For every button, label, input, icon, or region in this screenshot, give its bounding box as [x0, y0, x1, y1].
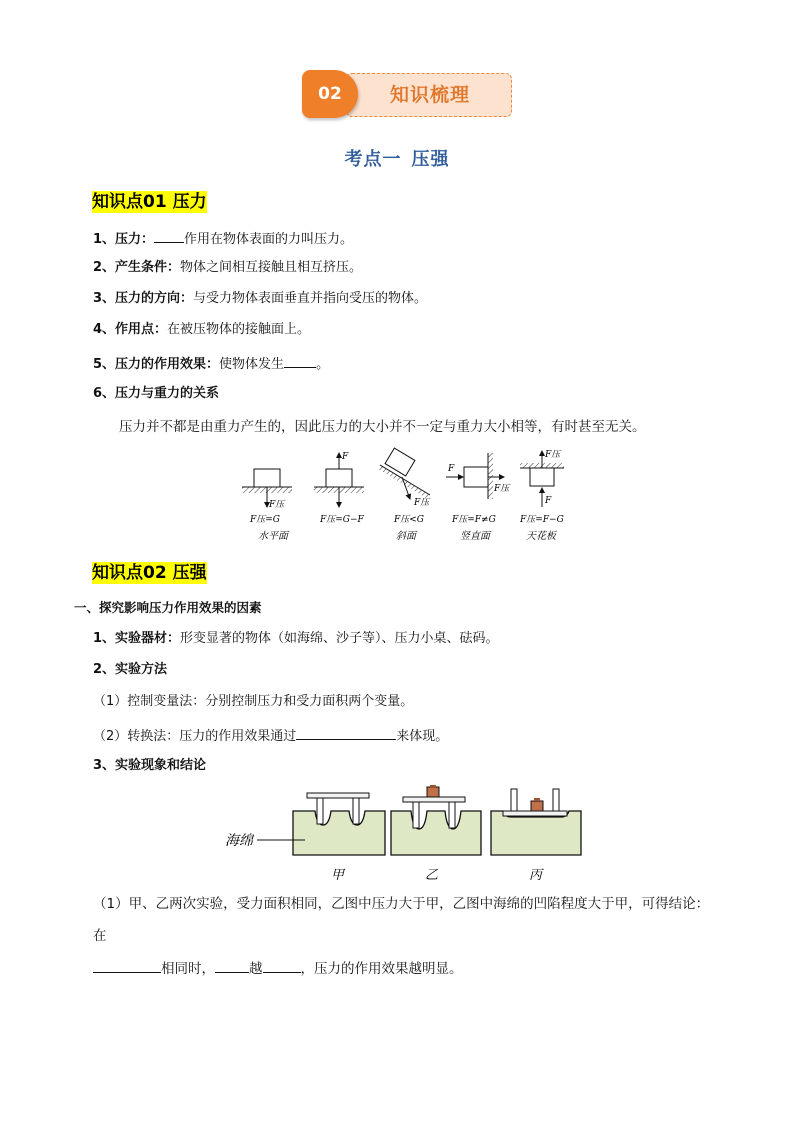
conclusion-text: 相同时， [161, 961, 215, 977]
item-text: 。 [316, 357, 330, 372]
item-label: 3、实验现象和结论 [93, 758, 207, 773]
badge-title: 知识梳理 [390, 84, 471, 106]
kp02-conclusion-1: （1）甲、乙两次实验，受力面积相同，乙图中压力大于甲，乙图中海绵的凹陷程度大于甲，可得结论： [93, 896, 710, 912]
answer-blank[interactable] [296, 725, 396, 740]
caption-jia: 甲 [331, 868, 345, 883]
item-label: 3、压力的方向： [93, 291, 194, 306]
section-title-topic: 压强 [411, 149, 450, 170]
method-text: （2）转换法：压力的作用效果通过 [93, 729, 297, 744]
kp01-item-5 [93, 353, 329, 374]
caption-wall: 竖直面 [460, 531, 490, 542]
section-badge [302, 70, 512, 118]
kp01-item-2 [93, 259, 362, 277]
item-text: 在被压物体的接触面上。 [167, 322, 311, 337]
setup-bing [491, 789, 581, 883]
force-label: F压 [545, 450, 561, 460]
item-text: 形变显著的物体（如海绵、沙子等）、压力小桌、砝码。 [180, 631, 499, 646]
force-label: F [545, 496, 552, 506]
setup-jia [293, 793, 385, 883]
force-label: F压 [414, 498, 430, 508]
caption-bing: 丙 [529, 868, 543, 883]
pressure-force-diagram [238, 447, 568, 545]
case-wall [446, 453, 511, 525]
formula-4: F压=F≠G [452, 515, 496, 525]
formula-1: F压=G [250, 515, 280, 525]
item-label: 4、作用点： [93, 322, 168, 337]
kp01-item-6 [93, 385, 219, 403]
conclusion-text: 越 [249, 961, 263, 977]
case-ceiling [519, 449, 564, 525]
answer-blank[interactable] [215, 958, 249, 973]
kp02-title: 压强 [172, 563, 207, 583]
method-text: 来体现。 [396, 729, 449, 744]
answer-blank[interactable] [284, 353, 316, 368]
caption-ceiling: 天花板 [526, 531, 556, 542]
item-label: 1、压力： [93, 232, 155, 247]
kp01-item-4 [93, 321, 310, 339]
item-text: 物体之间相互接触且相互挤压。 [180, 260, 363, 275]
kp02-item-2 [93, 661, 167, 679]
section-title [0, 145, 794, 171]
section-title-prefix: 考点一 [344, 149, 402, 170]
case-incline [378, 448, 431, 525]
kp02-item-1 [93, 630, 499, 648]
kp02-heading [92, 558, 207, 583]
kp01-title: 压力 [172, 192, 207, 212]
item-text: 与受力物体表面垂直并指向受压的物体。 [193, 291, 428, 306]
answer-blank[interactable] [93, 958, 161, 973]
kp02-conclusion-3 [93, 958, 463, 978]
kp01-item-3 [93, 290, 427, 308]
setup-yi [391, 785, 481, 883]
item-label: 1、实验器材： [93, 631, 181, 646]
kp01-item-1 [93, 228, 353, 249]
item-label: 6、压力与重力的关系 [93, 386, 220, 401]
formula-2: F压=G−F [320, 515, 364, 525]
formula-5: F压=F−G [520, 515, 564, 525]
item-label: 5、压力的作用效果： [93, 357, 220, 372]
caption-horizontal: 水平面 [258, 531, 288, 542]
kp01-heading [92, 187, 207, 212]
conclusion-text: ，压力的作用效果越明显。 [300, 961, 463, 977]
case-pull-up [314, 452, 365, 525]
kp02-subhead: 一、探究影响压力作用效果的因素 [74, 600, 262, 615]
answer-blank[interactable] [263, 958, 301, 973]
kp02-item-3 [93, 757, 206, 775]
kp02-method-1: （1）控制变量法：分别控制压力和受力面积两个变量。 [93, 694, 414, 709]
item-label: 2、实验方法 [93, 662, 168, 677]
kp02-conclusion-2: 在 [93, 928, 107, 944]
caption-yi: 乙 [425, 868, 439, 883]
force-label: F压 [494, 484, 510, 494]
item-text: 作用在物体表面的力叫压力。 [184, 232, 354, 247]
answer-blank[interactable] [154, 228, 184, 243]
kp02-code: 知识点02 [92, 563, 167, 583]
caption-incline: 斜面 [396, 531, 416, 542]
force-label: F [342, 452, 349, 462]
sponge-experiment-diagram [225, 785, 585, 887]
sponge-label: 海绵 [225, 833, 253, 849]
kp01-paragraph: 压力并不都是由重力产生的，因此压力的大小并不一定与重力大小相等，有时甚至无关。 [119, 419, 646, 435]
item-text: 使物体发生 [219, 357, 285, 372]
badge-number: 02 [302, 70, 358, 118]
force-label: F压 [269, 500, 285, 510]
formula-3: F压<G [394, 515, 424, 525]
case-horizontal [242, 469, 292, 525]
kp01-code: 知识点01 [92, 192, 167, 212]
force-label: F [448, 464, 455, 474]
item-label: 2、产生条件： [93, 260, 181, 275]
kp02-method-2 [93, 725, 448, 746]
